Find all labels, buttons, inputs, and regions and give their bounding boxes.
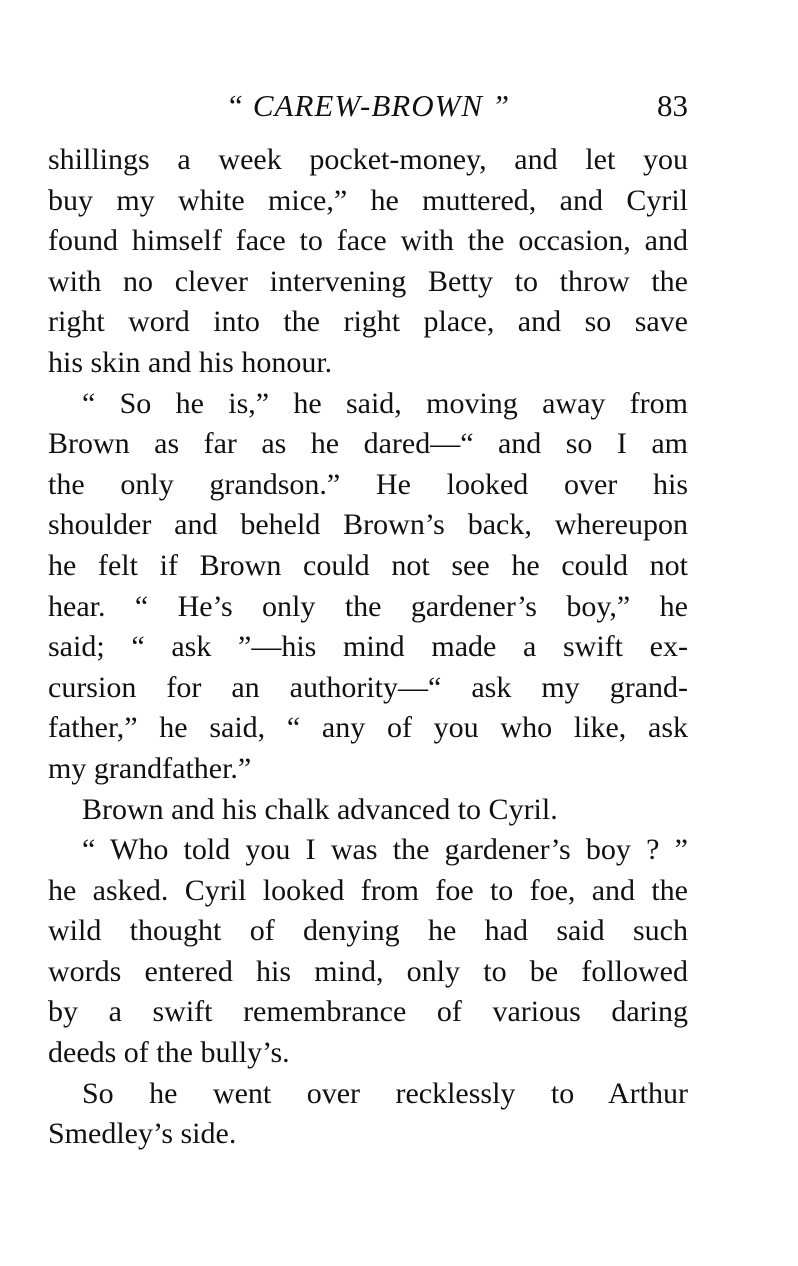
running-head	[48, 86, 688, 130]
text-line: he felt if Brown could not see he could not	[48, 548, 688, 582]
text-line: wild thought of denying he had said such	[48, 914, 688, 948]
text-line: hear. “ He’s only the gardener’s boy,” he	[48, 589, 688, 623]
text-line: his skin and his honour.	[48, 345, 333, 379]
text-line: words entered his mind, only to be followed	[48, 954, 688, 988]
text-line: Brown and his chalk advanced to Cyril.	[82, 792, 558, 826]
text-line: Smedley’s side.	[48, 1117, 237, 1151]
text-line: right word into the right place, and so save	[48, 305, 688, 339]
text-line: cursion for an authority—“ ask my grand-	[48, 670, 688, 704]
text-line: shoulder and beheld Brown’s back, whereupon	[48, 508, 688, 542]
text-line: “ Who told you I was the gardener’s boy ? ”	[82, 833, 688, 867]
body-text	[48, 140, 688, 1155]
text-line: the only grandson.” He looked over his	[48, 467, 688, 501]
text-line: “ So he is,” he said, moving away from	[82, 386, 688, 420]
text-line: buy my white mice,” he muttered, and Cyril	[48, 183, 688, 217]
text-line: found himself face to face with the occasion, and	[48, 224, 688, 258]
text-line: shillings a week pocket-money, and let you	[48, 143, 688, 176]
text-line: my grandfather.”	[48, 751, 252, 785]
text-line: said; “ ask ”—his mind made a swift ex-	[48, 630, 688, 664]
text-line: So he went over recklessly to Arthur	[82, 1076, 688, 1110]
text-line: Brown as far as he dared—“ and so I am	[48, 427, 688, 461]
text-line: with no clever intervening Betty to throw the	[48, 264, 688, 298]
text-line: he asked. Cyril looked from foe to foe, and the	[48, 873, 688, 907]
text-line: father,” he said, “ any of you who like, ask	[48, 711, 688, 745]
text-line: by a swift remembrance of various daring	[48, 995, 688, 1029]
page-number: 83	[657, 88, 688, 123]
running-title: “ CAREW-BROWN ”	[225, 88, 511, 123]
text-line: deeds of the bully’s.	[48, 1036, 290, 1070]
